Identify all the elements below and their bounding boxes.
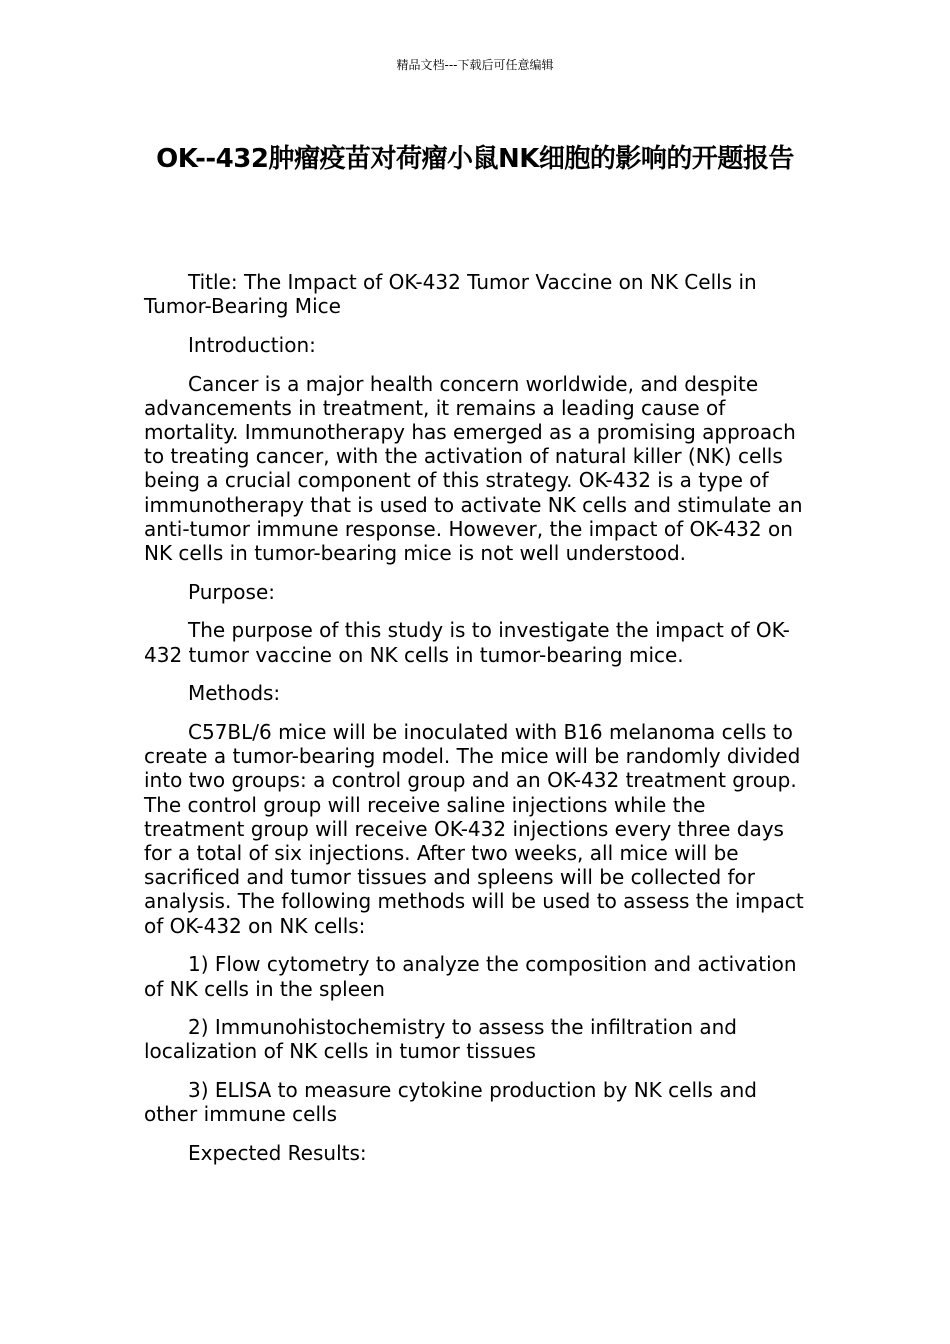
method-item-1: 1) Flow cytometry to analyze the composition and activation of NK cells in the spleen (144, 952, 797, 1001)
heading-purpose: Purpose: (188, 579, 276, 604)
paragraph-title-line: Title: The Impact of OK-432 Tumor Vaccine on NK Cells in Tumor-Bearing Mice (144, 270, 757, 319)
method-item-2: 2) Immunohistochemistry to assess the infiltration and localization of NK cells in tumor tissues (144, 1015, 737, 1064)
heading-introduction: Introduction: (188, 332, 316, 357)
method-item-3: 3) ELISA to measure cytokine production by NK cells and other immune cells (144, 1078, 757, 1127)
paragraph-introduction: Cancer is a major health concern worldwide, and despite advancements in treatment, it remains a leading cause of mortality. Immunotherapy has emerged as a promising approach to treating cancer, with the activation of natural killer (NK) cells being a crucial component of this strategy. OK-432 is a type of immunotherapy that is used to activate NK cells and stimulate an anti-tumor immune response. However, the impact of OK-432 on NK cells in tumor-bearing mice is not well understood. (144, 371, 803, 566)
paragraph-purpose: The purpose of this study is to investigate the impact of OK-432 tumor vaccine on NK cells in tumor-bearing mice. (144, 618, 790, 667)
document-body (144, 270, 812, 1180)
heading-expected-results: Expected Results: (188, 1141, 367, 1166)
paragraph-methods: C57BL/6 mice will be inoculated with B16 melanoma cells to create a tumor-bearing model. The mice will be randomly divided into two groups: a control group and an OK-432 treatment group. The control group will receive saline injections while the treatment group will receive OK-432 injections every three days for a total of six injections. After two weeks, all mice will be sacrificed and tumor tissues and spleens will be collected for analysis. The following methods will be used to assess the impact of OK-432 on NK cells: (144, 720, 804, 938)
heading-methods: Methods: (188, 681, 281, 706)
header-note: 精品文档---下载后可任意编辑 (396, 58, 554, 72)
document-title: OK--432肿瘤疫苗对荷瘤小鼠NK细胞的影响的开题报告 (156, 144, 794, 174)
